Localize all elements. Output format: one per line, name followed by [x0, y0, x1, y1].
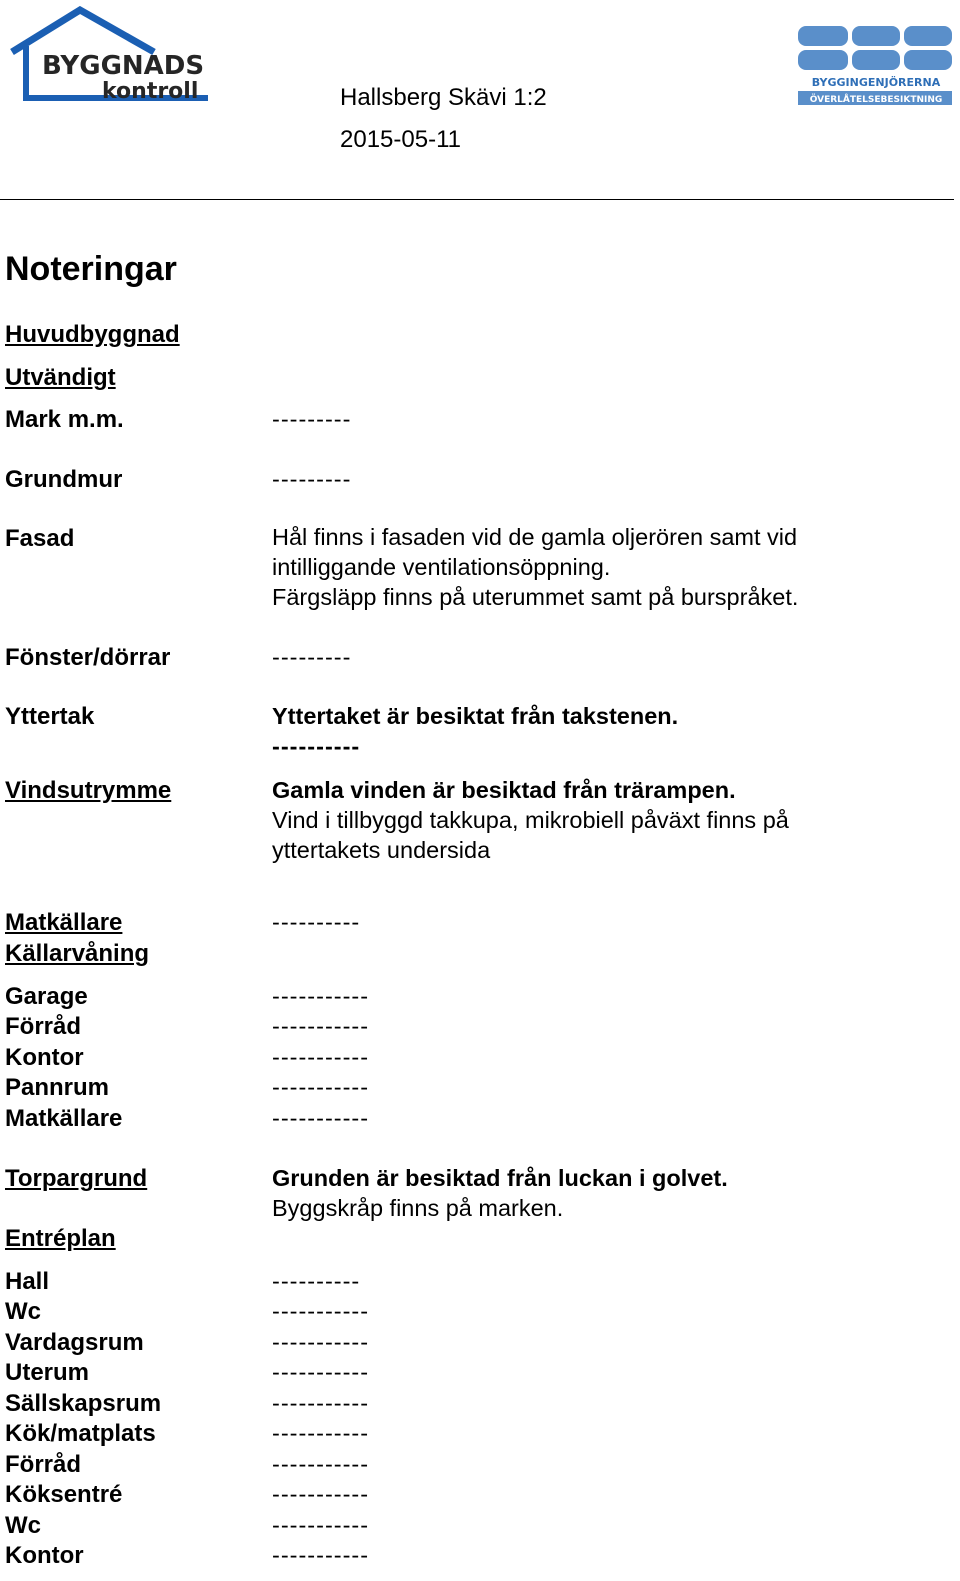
- section-huvudbyggnad: Huvudbyggnad: [5, 321, 180, 348]
- section-utvandigt: Utvändigt: [5, 364, 116, 391]
- room-value: -----------: [272, 983, 370, 1009]
- label-kallarvaning: Källarvåning: [5, 940, 150, 967]
- value-vindsutrymme: [272, 775, 789, 865]
- room-value: -----------: [272, 1013, 370, 1039]
- room-label: Kontor: [5, 1542, 84, 1569]
- vind-line: Vind i tillbyggd takkupa, mikrobiell påväxt finns på: [272, 807, 789, 833]
- svg-text:BYGGINGENJÖRERNA: BYGGINGENJÖRERNA: [811, 76, 941, 89]
- room-value: -----------: [272, 1298, 370, 1324]
- room-label: Hall: [5, 1268, 50, 1295]
- page-title: Noteringar: [5, 250, 177, 288]
- room-value: ----------: [272, 1268, 361, 1294]
- svg-text:BYGGNADS: BYGGNADS: [42, 51, 205, 81]
- room-value: -----------: [272, 1105, 370, 1131]
- byggnadskontroll-logo: [6, 6, 212, 106]
- label-yttertak: Yttertak: [5, 703, 95, 730]
- label-fasad: Fasad: [5, 525, 75, 552]
- room-label: Kontor: [5, 1044, 84, 1071]
- section-entreplan: Entréplan: [5, 1225, 116, 1252]
- svg-text:ÖVERLÅTELSEBESIKTNING: ÖVERLÅTELSEBESIKTNING: [809, 95, 943, 105]
- fasad-line: Hål finns i fasaden vid de gamla oljerören samt vid: [272, 524, 798, 550]
- vind-line: Gamla vinden är besiktad från trärampen.: [272, 777, 736, 803]
- room-label: Wc: [5, 1298, 41, 1325]
- report-date: 2015-05-11: [340, 126, 461, 153]
- label-fonster: Fönster/dörrar: [5, 644, 171, 671]
- room-label: Förråd: [5, 1013, 82, 1040]
- room-value: -----------: [272, 1390, 370, 1416]
- label-grundmur: Grundmur: [5, 466, 123, 493]
- property-designation: Hallsberg Skävi 1:2: [340, 84, 547, 111]
- label-mark: Mark m.m.: [5, 406, 124, 433]
- value-matkallare: ----------: [272, 909, 361, 935]
- room-value: -----------: [272, 1329, 370, 1355]
- room-label: Pannrum: [5, 1074, 110, 1101]
- vind-line: yttertakets undersida: [272, 837, 491, 863]
- room-label: Sällskapsrum: [5, 1390, 162, 1417]
- svg-text:kontroll: kontroll: [102, 79, 199, 104]
- room-value: -----------: [272, 1420, 370, 1446]
- yttertak-line: Yttertaket är besiktat från takstenen.: [272, 703, 679, 729]
- room-value: -----------: [272, 1481, 370, 1507]
- label-torpargrund: Torpargrund: [5, 1165, 148, 1192]
- room-value: -----------: [272, 1451, 370, 1477]
- room-value: -----------: [272, 1074, 370, 1100]
- value-grundmur: ---------: [272, 466, 352, 492]
- room-label: Vardagsrum: [5, 1329, 144, 1356]
- room-value: -----------: [272, 1512, 370, 1538]
- value-torpargrund: [272, 1163, 728, 1223]
- fasad-line: intilliggande ventilationsöppning.: [272, 554, 611, 580]
- value-fonster: ---------: [272, 644, 352, 670]
- torpargrund-line: Grunden är besiktad från luckan i golvet.: [272, 1165, 728, 1191]
- room-value: -----------: [272, 1359, 370, 1385]
- label-vindsutrymme: Vindsutrymme: [5, 777, 172, 804]
- room-value: -----------: [272, 1044, 370, 1070]
- torpargrund-line: Byggskråp finns på marken.: [272, 1195, 564, 1221]
- room-label: Köksentré: [5, 1481, 123, 1508]
- fasad-line: Färgsläpp finns på uterummet samt på burspråket.: [272, 584, 799, 610]
- label-matkallare: Matkällare: [5, 909, 123, 936]
- room-label: Matkällare: [5, 1105, 123, 1132]
- value-yttertak: [272, 701, 678, 761]
- room-label: Kök/matplats: [5, 1420, 156, 1447]
- room-label: Wc: [5, 1512, 41, 1539]
- value-fasad: [272, 522, 798, 612]
- byggingenjorerna-logo: [798, 24, 954, 108]
- yttertak-line: ----------: [272, 733, 361, 759]
- value-mark: ---------: [272, 406, 352, 432]
- room-label: Förråd: [5, 1451, 82, 1478]
- room-value: -----------: [272, 1542, 370, 1568]
- room-label: Garage: [5, 983, 88, 1010]
- room-label: Uterum: [5, 1359, 90, 1386]
- header-divider: [0, 199, 954, 200]
